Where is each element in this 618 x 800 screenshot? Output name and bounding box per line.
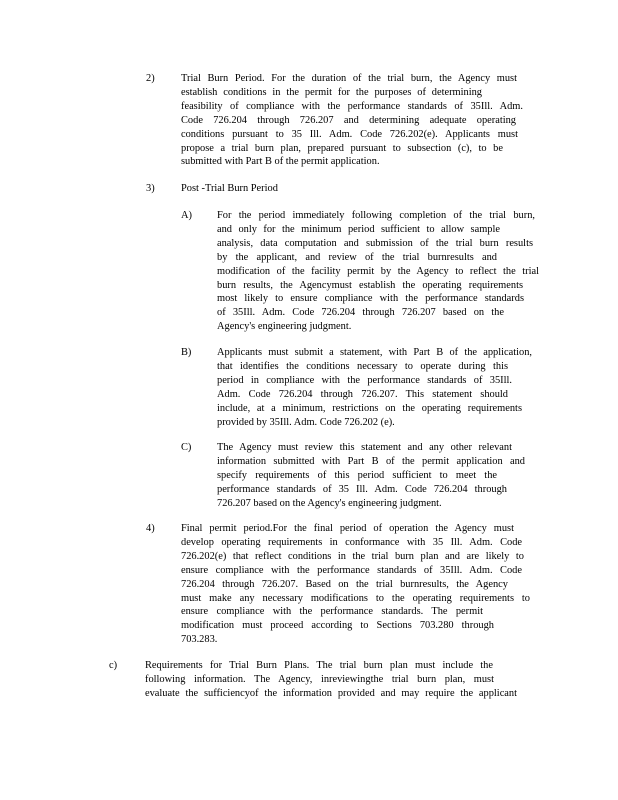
- text-line: The Agency must review this statement and any other relevant: [217, 442, 512, 453]
- text-line: period in compliance with the performance standards of 35Ill.: [217, 374, 512, 386]
- item-c-paragraph: [145, 659, 517, 701]
- text-line: that identifies the conditions necessary to operate during this: [217, 360, 508, 372]
- item-2-label: 2): [146, 73, 155, 84]
- text-line: 726.202(e) that reflect conditions in the trial burn plan and are likely to: [181, 550, 524, 562]
- item-c-label: c): [109, 660, 118, 671]
- item-3-heading: [181, 182, 381, 196]
- text-line: 726.204 through 726.207. Based on the trial burnresults, the Agency: [181, 578, 508, 590]
- text-line: Adm. Code 726.204 through 726.207. This statement should: [217, 388, 508, 400]
- item-B-paragraph: [217, 346, 532, 429]
- item-B-label: B): [181, 347, 192, 358]
- text-line: by the applicant, and review of the trial burnresults and: [217, 251, 497, 263]
- item-C-label: C): [181, 442, 192, 453]
- text-line: propose a trial burn plan, prepared pursuant to subsection (c), to be: [181, 142, 503, 154]
- text-line: ensure compliance with the performance standards of 35Ill. Adm. Code: [181, 564, 522, 576]
- text-line: must make any necessary modifications to the operating requirements to: [181, 592, 530, 604]
- item-4-paragraph: [181, 522, 530, 647]
- text-line: Final permit period.For the final period of operation the Agency must: [181, 523, 514, 534]
- text-line: provided by 35Ill. Adm. Code 726.202 (e).: [217, 416, 395, 428]
- text-line: Requirements for Trial Burn Plans. The trial burn plan must include the: [145, 660, 493, 671]
- text-line: Agency's engineering judgment.: [217, 321, 352, 333]
- text-line: 726.207 based on the Agency's engineering judgment.: [217, 497, 442, 509]
- text-line: burn results, the Agencymust establish the operating requirements: [217, 279, 523, 291]
- text-line: ensure compliance with the performance standards. The permit: [181, 606, 483, 618]
- text-line: modification must proceed according to Sections 703.280 through: [181, 620, 494, 632]
- text-line: analysis, data computation and submission of the trial burn results: [217, 237, 533, 249]
- text-line: Trial Burn Period. For the duration of the trial burn, the Agency must: [181, 73, 517, 84]
- text-line: 703.283.: [181, 634, 218, 646]
- text-line: performance standards of 35 Ill. Adm. Code 726.204 through: [217, 483, 507, 495]
- text-line: information submitted with Part B of the permit application and: [217, 455, 525, 467]
- text-line: of 35Ill. Adm. Code 726.204 through 726.207 based on the: [217, 307, 504, 319]
- text-line: include, at a minimum, restrictions on the operating requirements: [217, 402, 522, 414]
- text-line: evaluate the sufficiencyof the information provided and may require the applicant: [145, 687, 517, 699]
- item-4-label: 4): [146, 523, 155, 534]
- item-3-label: 3): [146, 183, 155, 194]
- text-line: Applicants must submit a statement, with Part B of the application,: [217, 347, 532, 358]
- text-line: Code 726.204 through 726.207 and determining adequate operating: [181, 114, 516, 126]
- text-line: modification of the facility permit by the Agency to reflect the trial: [217, 265, 539, 277]
- item-A-paragraph: [217, 209, 539, 334]
- text-line: For the period immediately following completion of the trial burn,: [217, 210, 535, 221]
- text-line: and only for the minimum period sufficient to allow sample: [217, 223, 500, 235]
- text-line: feasibility of compliance with the performance standards of 35Ill. Adm.: [181, 100, 523, 112]
- item-C-paragraph: [217, 441, 525, 511]
- text-line: Post -Trial Burn Period: [181, 183, 278, 194]
- text-line: specify requirements of this period sufficient to meet the: [217, 469, 497, 481]
- item-2-paragraph: [181, 72, 523, 169]
- text-line: following information. The Agency, inreviewingthe trial burn plan, must: [145, 673, 494, 685]
- text-line: submitted with Part B of the permit application.: [181, 156, 380, 168]
- text-line: establish conditions in the permit for the purposes of determining: [181, 86, 482, 98]
- item-A-label: A): [181, 210, 192, 221]
- text-line: develop operating requirements in conformance with 35 Ill. Adm. Code: [181, 536, 522, 548]
- text-line: conditions pursuant to 35 Ill. Adm. Code 726.202(e). Applicants must: [181, 128, 518, 140]
- text-line: most likely to ensure compliance with the performance standards: [217, 293, 524, 305]
